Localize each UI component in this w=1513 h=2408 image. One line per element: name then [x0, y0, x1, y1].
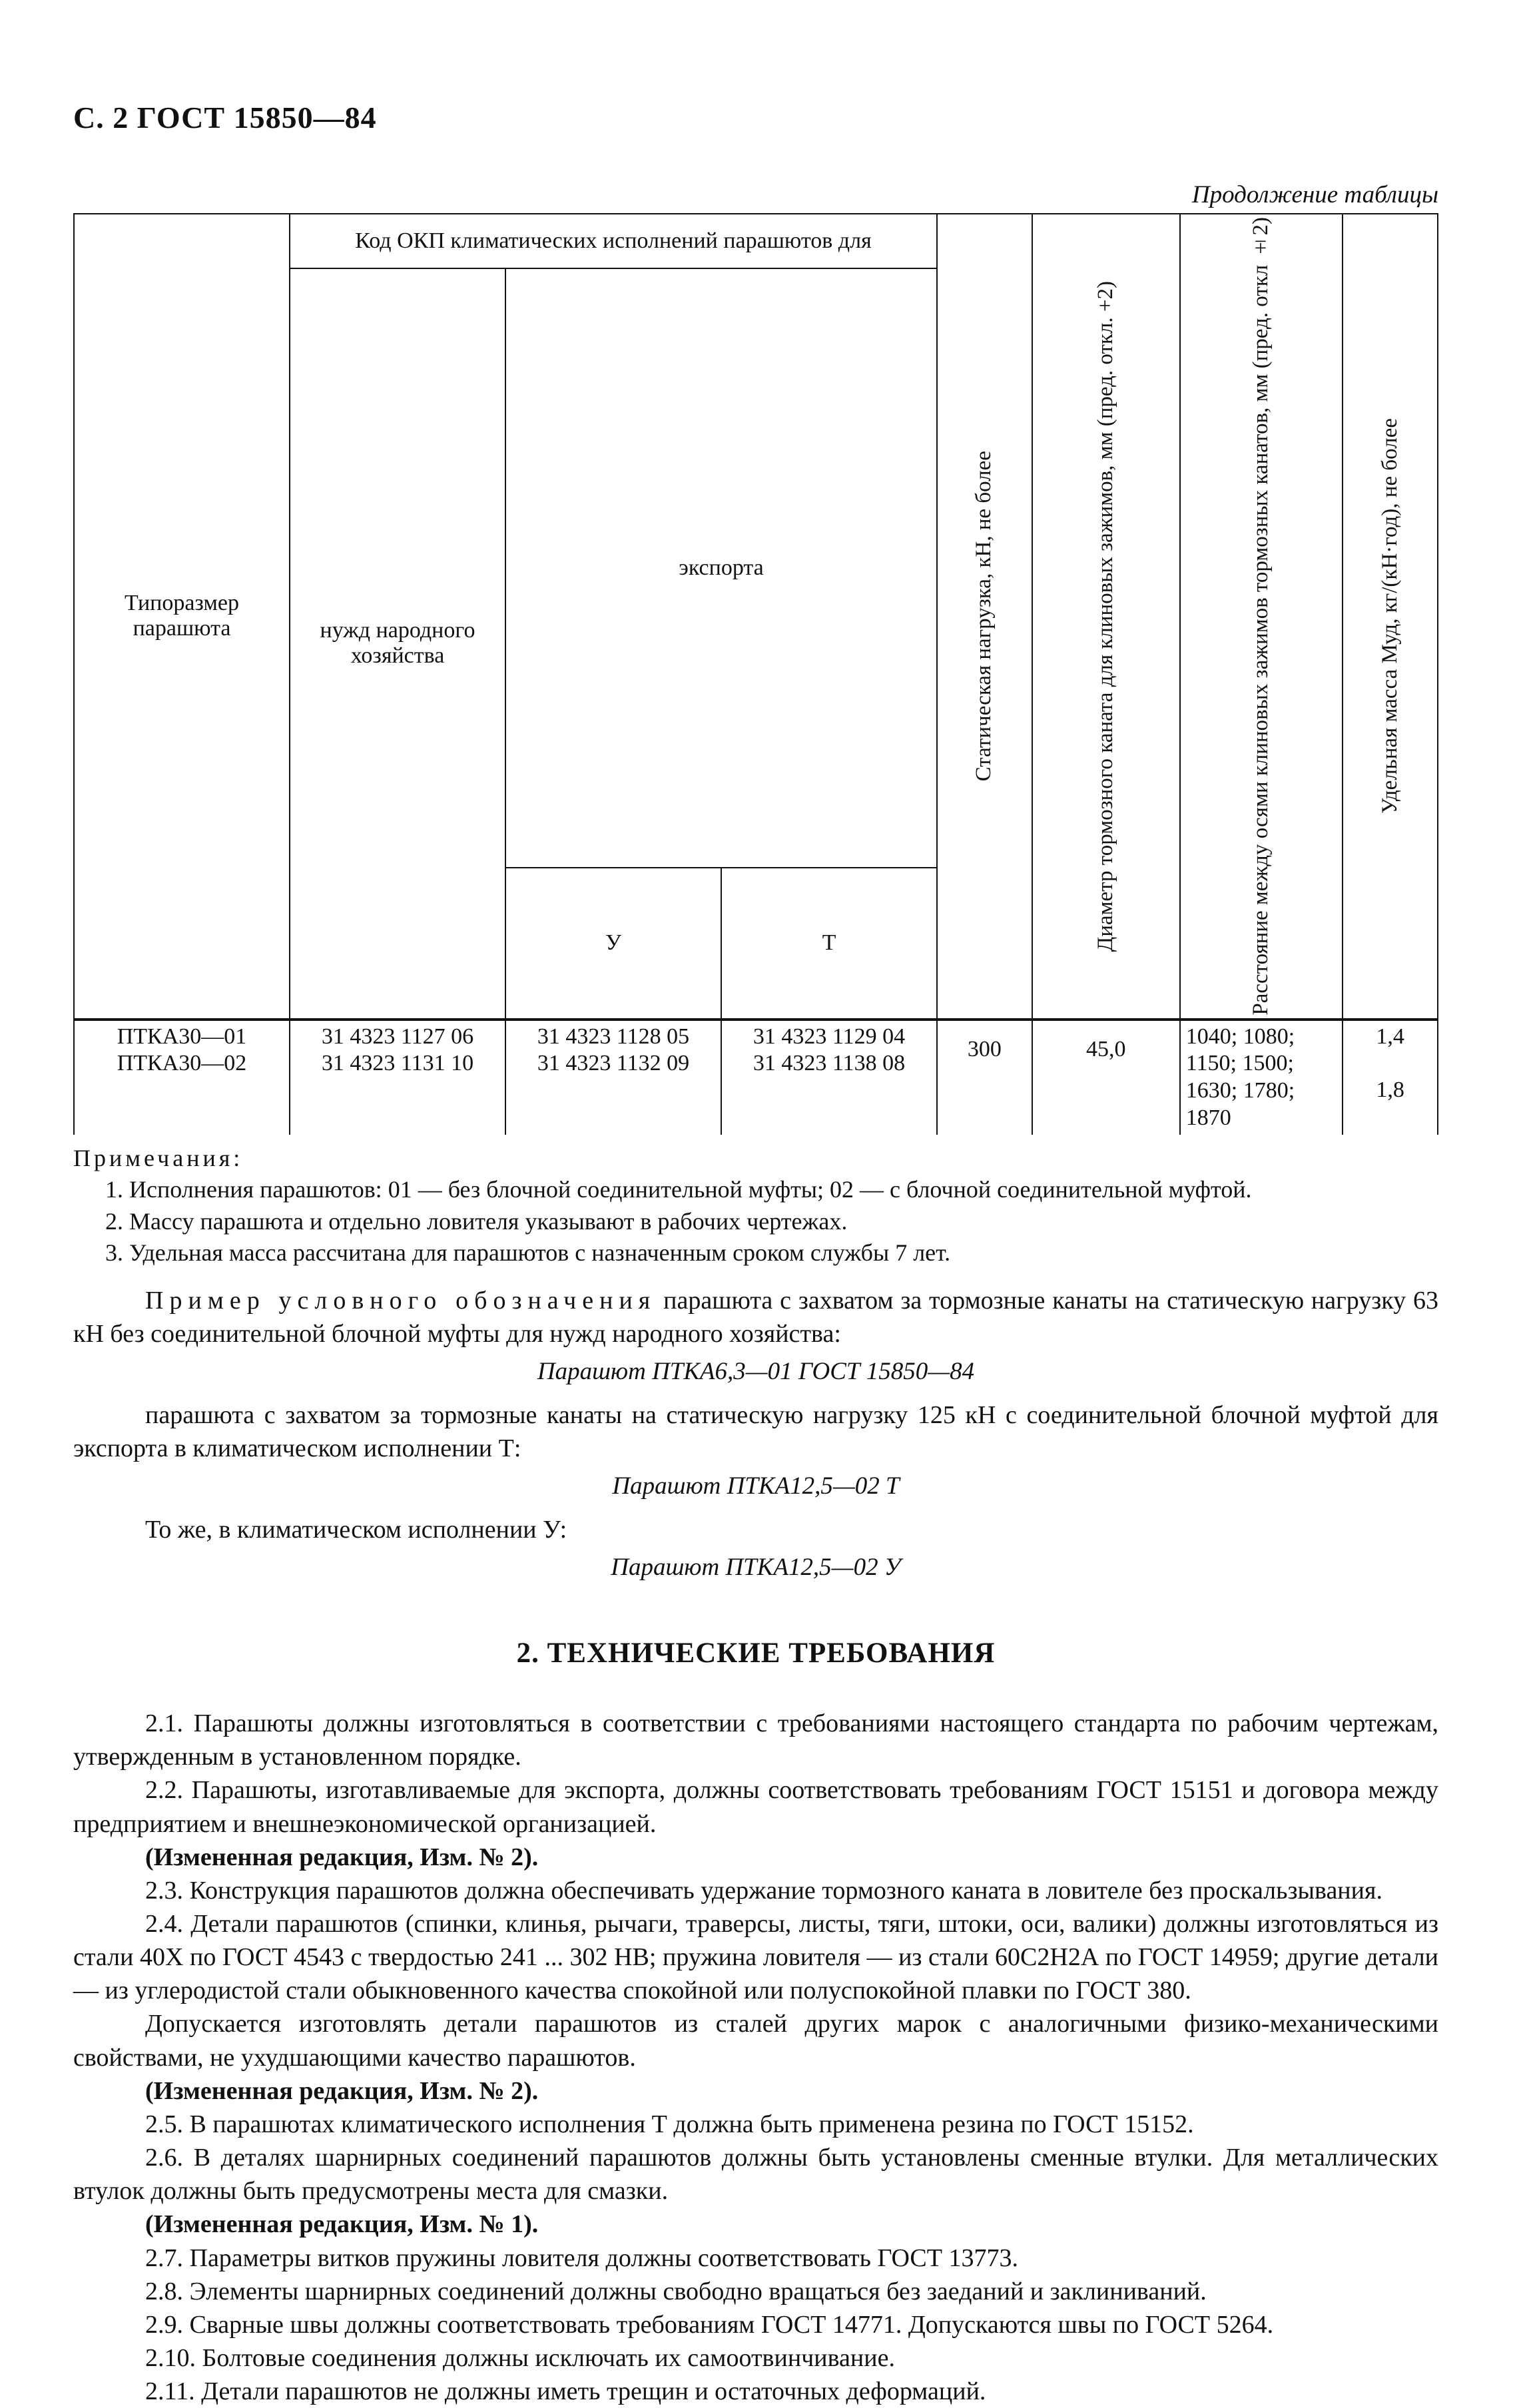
amendment-note: (Измененная редакция, Изм. № 2).: [145, 1843, 539, 1871]
note-item: 3. Удельная масса рассчитана для парашютов с назначенным сроком службы 7 лет.: [105, 1239, 951, 1267]
example-designation: Парашют ПТКА12,5—02 У: [611, 1554, 901, 1582]
page-header: С. 2 ГОСТ 15850—84: [73, 101, 377, 135]
okp-code: 31 4323 1138 08: [753, 1051, 906, 1076]
okp-code: 31 4323 1131 10: [321, 1051, 474, 1076]
size-cell: [74, 1020, 290, 1135]
example-text: парашюта с захватом за тормозные канаты на статическую нагрузку 63 кН без соединительной блочной муфты для нужд народного хозяйства:: [73, 1286, 1439, 1349]
mass-value: 1,4: [1376, 1024, 1404, 1049]
requirement-paragraph: 2.8. Элементы шарнирных соединений должны свободно вращаться без заеданий и заклиниваний.: [145, 2277, 1207, 2305]
requirement-paragraph: 2.4. Детали парашютов (спинки, клинья, рычаги, траверсы, листы, тяги, штоки, оси, валики) должны изготовляться из стали 40Х по ГОСТ 4543 с твердостью 241 ... 302 НВ; пружина ловителя — из стали 60С2Н2А по ГОСТ 14959; другие детали — из углеродистой стали обыкновенного качества спокойной или полуспокойной плавки по ГОСТ 380.: [73, 1909, 1438, 2005]
export-u-cell: [505, 1020, 721, 1135]
header-size: Типоразмер парашюта: [74, 214, 290, 1020]
example-designation: Парашют ПТКА6,3—01 ГОСТ 15850—84: [537, 1358, 975, 1386]
header-diameter: Диаметр тормозного каната для клиновых зажимов, мм (пред. откл. +2): [1093, 280, 1117, 952]
notes-title: Примечания:: [73, 1144, 244, 1171]
header-distance: Расстояние между осями клиновых зажимов тормозных канатов, мм (пред. откл ±2): [1249, 217, 1273, 1016]
distance-line: 1040; 1080;: [1185, 1024, 1295, 1049]
requirement-paragraph: 2.1. Парашюты должны изготовляться в соответствии с требованиями настоящего стандарта по рабочим чертежам, утвержденным в установленном порядке.: [73, 1709, 1438, 1771]
size-value: ПТКА30—02: [117, 1051, 247, 1076]
note-item: 2. Массу парашюта и отдельно ловителя указывают в рабочих чертежах.: [105, 1207, 848, 1235]
okp-code: 31 4323 1128 05: [537, 1024, 690, 1049]
okp-code: 31 4323 1132 09: [537, 1051, 690, 1076]
header-okp-group: Код ОКП климатических исполнений парашютов для: [290, 214, 937, 268]
requirement-paragraph: 2.10. Болтовые соединения должны исключать их самоотвинчивание.: [145, 2344, 895, 2373]
mass-value: 1,8: [1376, 1077, 1404, 1103]
requirement-paragraph: 2.6. В деталях шарнирных соединений парашютов должны быть установлены сменные втулки. Для металлических втулок должны быть предусмотрены места для смазки.: [73, 2144, 1438, 2206]
requirement-paragraph: 2.11. Детали парашютов не должны иметь трещин и остаточных деформаций.: [145, 2377, 986, 2406]
requirement-paragraph: 2.2. Парашюты, изготавливаемые для экспорта, должны соответствовать требованиям ГОСТ 15151 и договора между предприятием и внешнеэкономической организацией.: [73, 1776, 1438, 1838]
header-export: экспорта: [505, 268, 937, 868]
parachute-spec-table: [73, 213, 1438, 1135]
export-t-cell: [721, 1020, 937, 1135]
okp-code: 31 4323 1127 06: [321, 1024, 474, 1049]
requirement-paragraph: 2.3. Конструкция парашютов должна обеспечивать удержание тормозного каната в ловителе без проскальзывания.: [145, 1876, 1382, 1905]
notes: [73, 1143, 1438, 1269]
example-lead: Пример условного обозначения: [145, 1286, 657, 1315]
diameter-value: 45,0: [1032, 1020, 1180, 1135]
table-continuation-label: Продолжение таблицы: [1191, 181, 1438, 208]
header-t: Т: [721, 868, 937, 1020]
requirement-paragraph: 2.5. В парашютах климатического исполнения Т должна быть применена резина по ГОСТ 15152.: [145, 2110, 1194, 2138]
requirements: [73, 1707, 1438, 2408]
domestic-cell: [290, 1020, 505, 1135]
distance-cell: [1180, 1020, 1343, 1135]
requirement-paragraph: Допускается изготовлять детали парашютов из сталей других марок с аналогичными физико-механическими свойствами, не ухудшающими качество парашютов.: [73, 2010, 1438, 2072]
example-text: парашюта с захватом за тормозные канаты на статическую нагрузку 125 кН с соединительной блочной муфтой для экспорта в климатическом исполнении Т:: [73, 1400, 1438, 1463]
load-value: 300: [937, 1020, 1032, 1135]
example-designation: Парашют ПТКА12,5—02 Т: [612, 1472, 900, 1500]
header-load: Статическая нагрузка, кН, не более: [972, 451, 996, 782]
distance-line: 1150; 1500;: [1185, 1051, 1294, 1076]
example-paragraph: [73, 1284, 1438, 1351]
requirement-paragraph: 2.7. Параметры витков пружины ловителя должны соответствовать ГОСТ 13773.: [145, 2244, 1018, 2272]
section-title: 2. ТЕХНИЧЕСКИЕ ТРЕБОВАНИЯ: [516, 1638, 996, 1669]
distance-line: 1870: [1185, 1105, 1231, 1131]
amendment-note: (Измененная редакция, Изм. № 1).: [145, 2210, 539, 2239]
amendment-note: (Измененная редакция, Изм. № 2).: [145, 2076, 539, 2105]
mass-cell: [1343, 1020, 1438, 1135]
okp-code: 31 4323 1129 04: [753, 1024, 906, 1049]
note-item: 1. Исполнения парашютов: 01 — без блочной соединительной муфты; 02 — с блочной соединительной муфтой.: [105, 1176, 1252, 1203]
header-u: У: [505, 868, 721, 1020]
distance-line: 1630; 1780;: [1185, 1078, 1295, 1103]
header-domestic: нужд народного хозяйства: [290, 268, 505, 1020]
document-page: [73, 100, 1438, 2408]
header-mass: Удельная масса Муд, кг/(кН·год), не более: [1377, 418, 1402, 814]
requirement-paragraph: 2.9. Сварные швы должны соответствовать требованиям ГОСТ 14771. Допускаются швы по ГОСТ 5264.: [145, 2310, 1274, 2339]
size-value: ПТКА30—01: [117, 1024, 247, 1049]
example-text: То же, в климатическом исполнении У:: [145, 1516, 567, 1544]
